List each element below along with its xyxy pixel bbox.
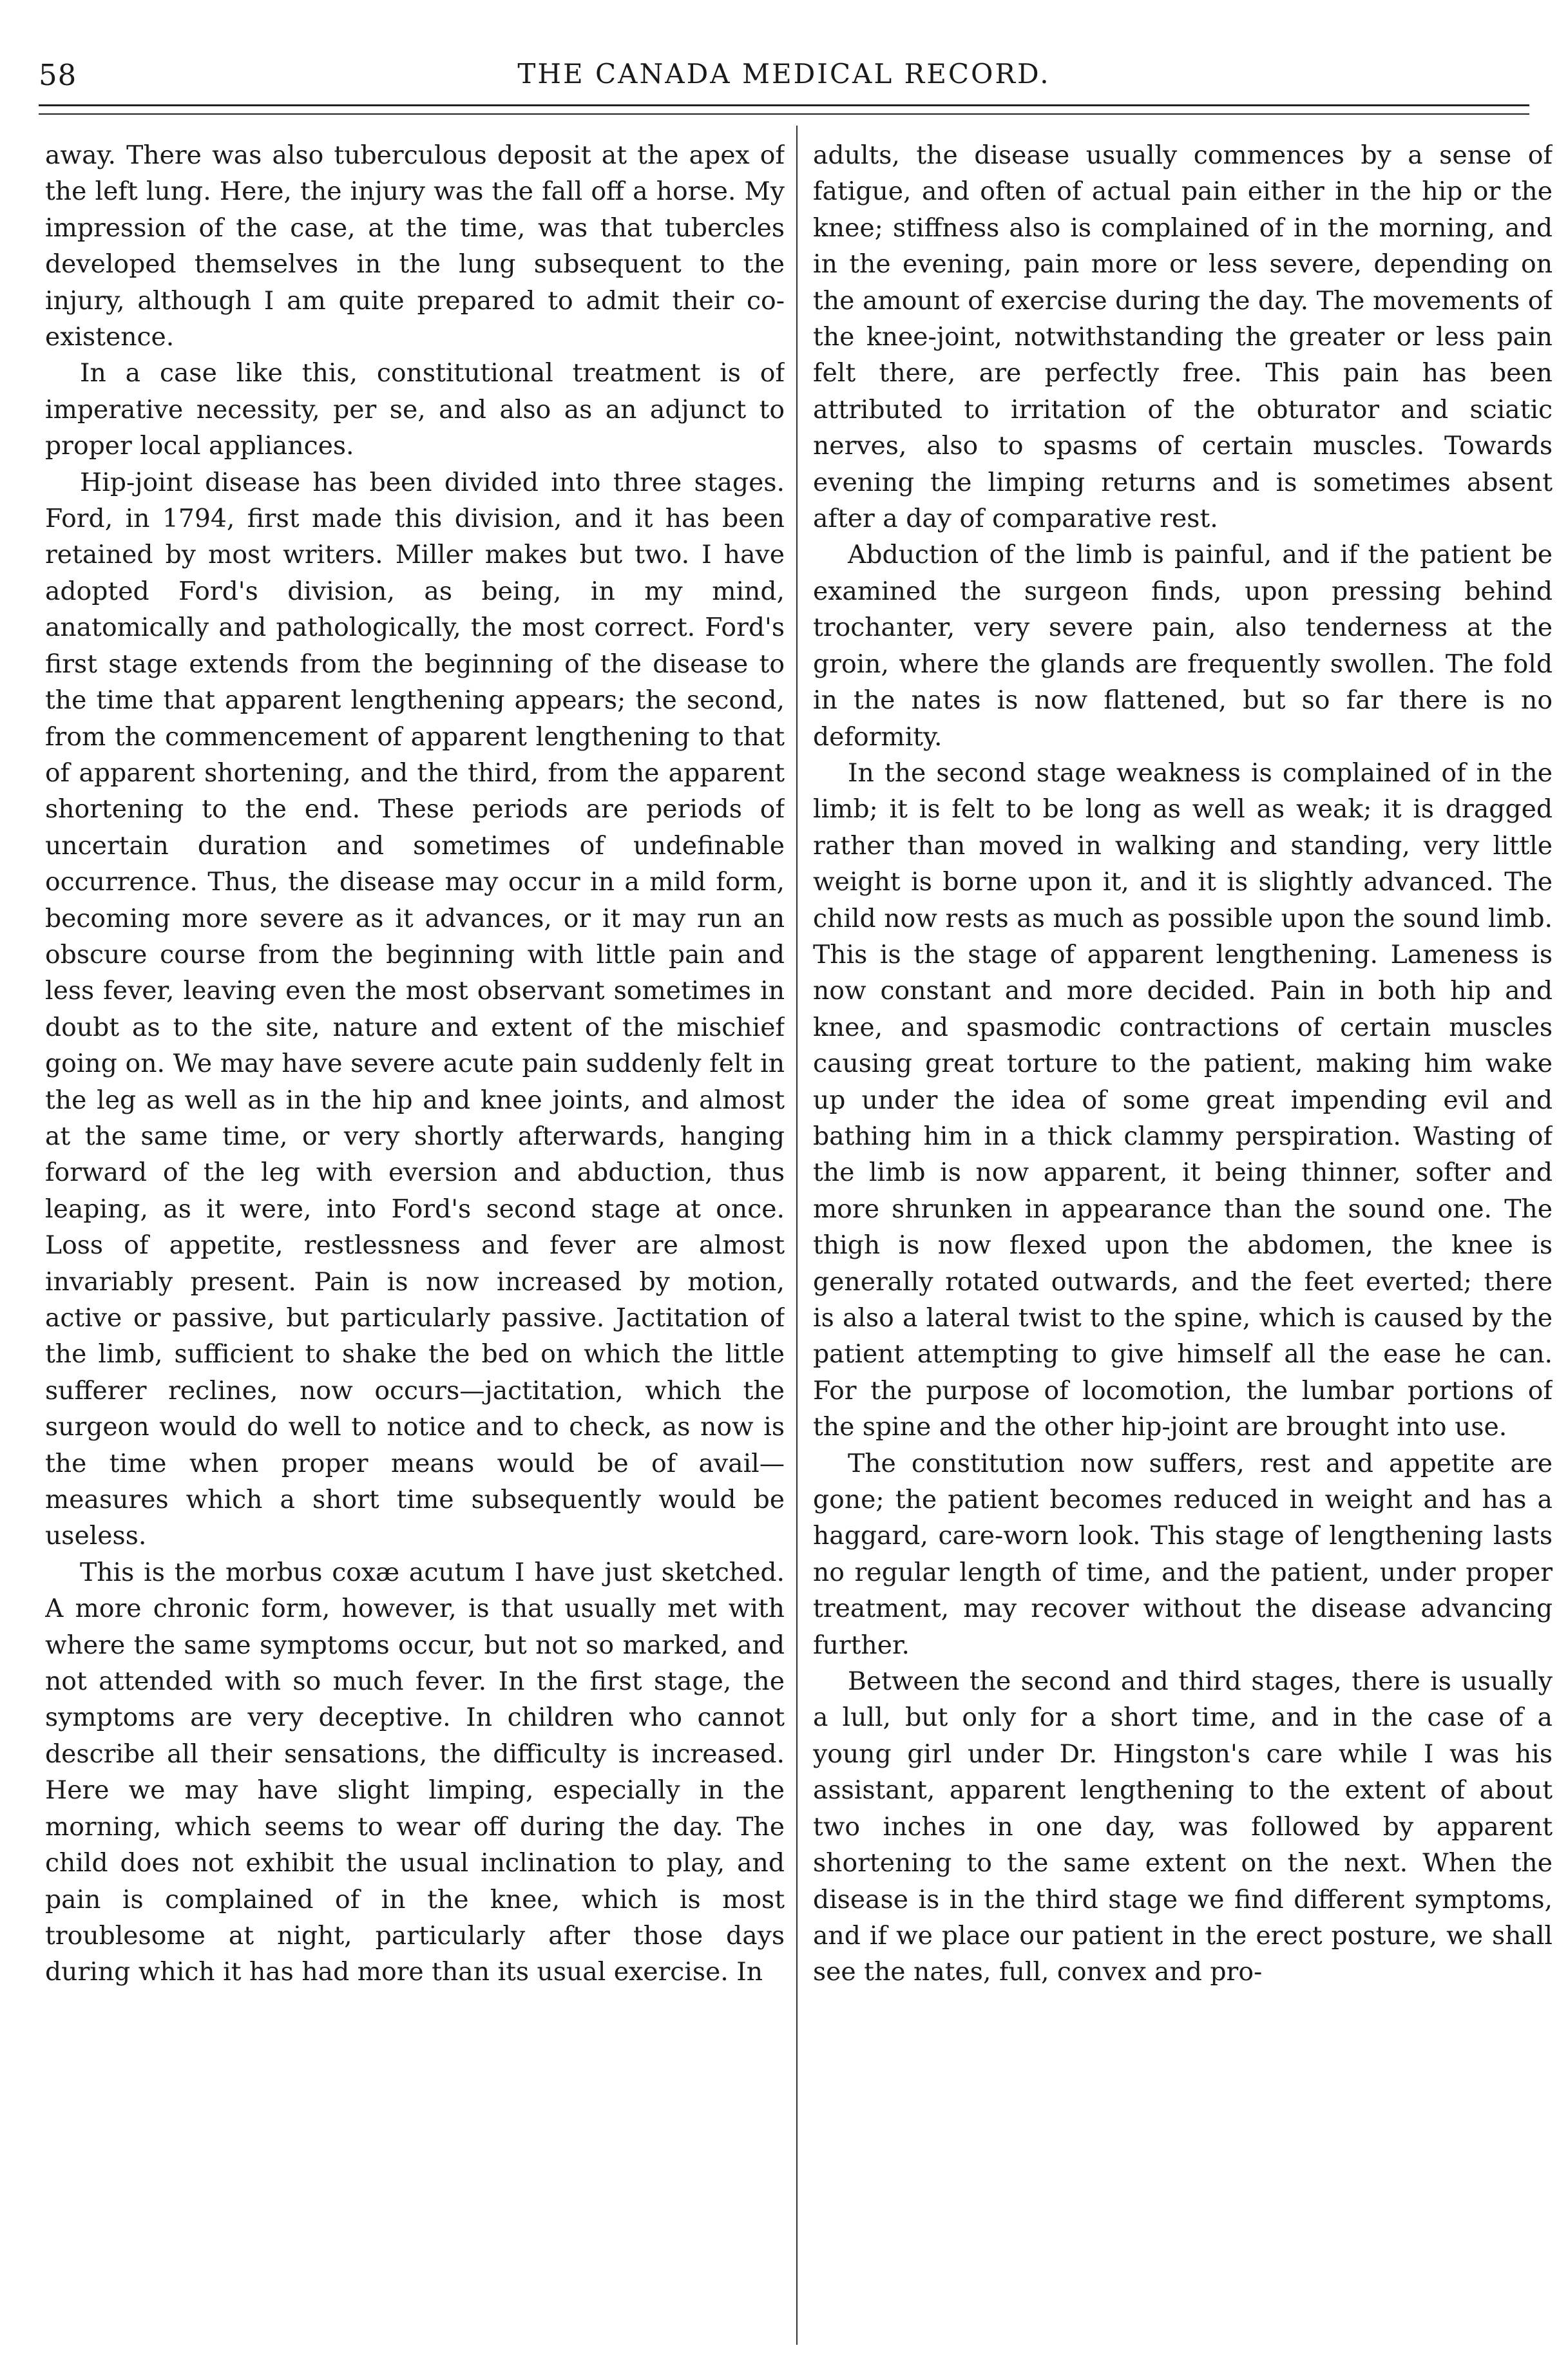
left-column [45,138,785,2354]
running-title: THE CANADA MEDICAL RECORD. [517,58,1051,90]
column-divider [796,126,798,2345]
right-column [813,138,1553,2354]
paragraph: In the second stage weakness is complained of in the limb; it is felt to be long as well as weak; it is dragged rather than moved in walking and standing, very little weight is borne upon it, and it is slightly advanced. The child now rests as much as possible upon the sound limb. This is the stage of apparent lengthening. Lameness is now constant and more decided. Pain in both hip and knee, and spasmodic contractions of certain muscles causing great torture to the patient, making him wake up under the idea of some great impending evil and bathing him in a thick clammy perspiration. Wasting of the limb is now apparent, it being thinner, softer and more shrunken in appearance than the sound one. The thigh is now flexed upon the abdomen, the knee is generally rotated outwards, and the feet everted; there is also a lateral twist to the spine, which is caused by the patient attempting to give himself all the ease he can. For the purpose of locomotion, the lumbar portions of the spine and the other hip-joint are brought into use. [813,758,1553,1442]
page-number: 58 [39,58,77,92]
paragraph: away. There was also tuberculous deposit at the apex of the left lung. Here, the injury was the fall off a horse. My impression of the case, at the time, was that tubercles developed themselves in the lung subsequent to the injury, although I am quite prepared to admit their co-existence. [45,141,785,352]
header-rule-thick [39,104,1529,106]
paragraph: In a case like this, constitutional treatment is of imperative necessity, per se, and also as an adjunct to proper local appliances. [45,359,785,461]
page-header [39,58,1529,103]
paragraph: Hip-joint disease has been divided into three stages. Ford, in 1794, first made this division, and it has been retained by most writers. Miller makes but two. I have adopted Ford's division, as being, in my mind, anatomically and pathologically, the most correct. Ford's first stage extends from the beginning of the disease to the time that apparent lengthening appears; the second, from the commencement of apparent lengthening to that of apparent shortening, and the third, from the apparent shortening to the end. These periods are periods of uncertain duration and sometimes of undefinable occurrence. Thus, the disease may occur in a mild form, becoming more severe as it advances, or it may run an obscure course from the beginning with little pain and less fever, leaving even the most observant sometimes in doubt as to the site, nature and extent of the mischief going on. We may have severe acute pain suddenly felt in the leg as well as in the hip and knee joints, and almost at the same time, or very shortly afterwards, hanging forward of the leg with eversion and abduction, thus leaping, as it were, into Ford's second stage at once. Loss of appetite, restlessness and fever are almost invariably present. Pain is now increased by motion, active or passive, but particularly passive. Jactitation of the limb, sufficient to shake the bed on which the little sufferer reclines, now occurs—jactitation, which the surgeon would do well to notice and to check, as now is the time when proper means would be of avail—measures which a short time subsequently would be useless. [45,468,785,1551]
paragraph: Between the second and third stages, there is usually a lull, but only for a short time, and in the case of a young girl under Dr. Hingston's care while I was his assistant, apparent lengthening to the extent of about two inches in one day, was followed by apparent shortening to the same extent on the next. When the disease is in the third stage we find different symptoms, and if we place our patient in the erect posture, we shall see the nates, full, convex and pro- [813,1667,1553,1987]
header-rule-thin [39,113,1529,115]
paragraph: adults, the disease usually commences by a sense of fatigue, and often of actual pain either in the hip or the knee; stiffness also is complained of in the morning, and in the evening, pain more or less severe, depending on the amount of exercise during the day. The movements of the knee-joint, notwithstanding the greater or less pain felt there, are perfectly free. This pain has been attributed to irritation of the obturator and sciatic nerves, also to spasms of certain muscles. Towards evening the limping returns and is sometimes absent after a day of comparative rest. [813,141,1553,534]
paragraph: Abduction of the limb is painful, and if the patient be examined the surgeon finds, upon pressing behind trochanter, very severe pain, also tenderness at the groin, where the glands are frequently swollen. The fold in the nates is now flattened, but so far there is no deformity. [813,540,1553,752]
paragraph: The constitution now suffers, rest and appetite are gone; the patient becomes reduced in weight and has a haggard, care-worn look. This stage of lengthening lasts no regular length of time, and the patient, under proper treatment, may recover without the disease advancing further. [813,1449,1553,1660]
paragraph: This is the morbus coxæ acutum I have just sketched. A more chronic form, however, is that usually met with where the same symptoms occur, but not so marked, and not attended with so much fever. In the first stage, the symptoms are very deceptive. In children who cannot describe all their sensations, the difficulty is increased. Here we may have slight limping, especially in the morning, which seems to wear off during the day. The child does not exhibit the usual inclination to play, and pain is complained of in the knee, which is most troublesome at night, particularly after those days during which it has had more than its usual exercise. In [45,1558,785,1987]
